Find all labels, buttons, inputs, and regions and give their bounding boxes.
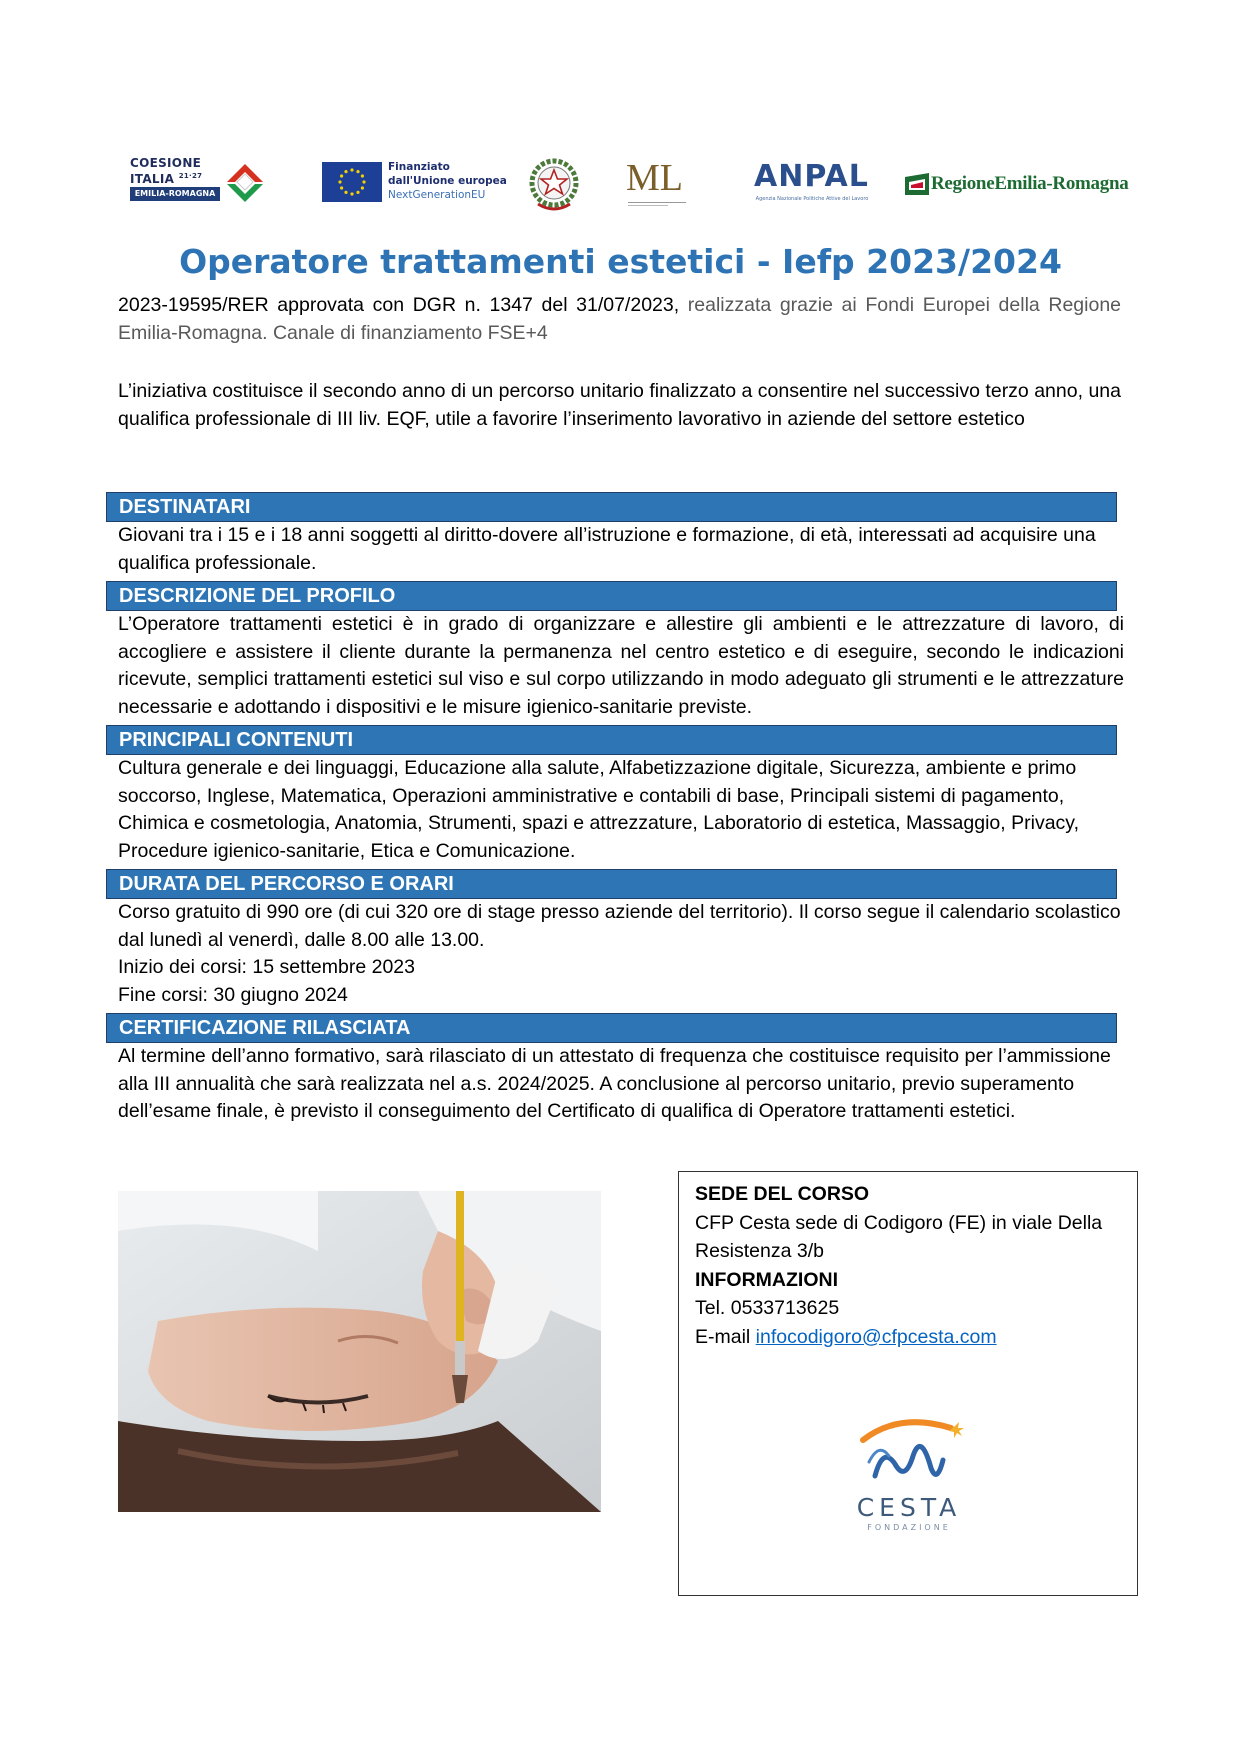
page-title: Operatore trattamenti estetici - Iefp 2023/2024 xyxy=(179,242,1062,281)
sede-address: CFP Cesta sede di Codigoro (FE) in viale Della Resistenza 3/b xyxy=(695,1211,1103,1262)
cesta-wordmark: CESTA xyxy=(856,1493,962,1522)
ml-emblem-line xyxy=(628,200,686,210)
email-label: E-mail xyxy=(695,1325,756,1348)
eu-flag-icon xyxy=(322,162,382,202)
course-info-text xyxy=(695,1180,1125,1351)
section-body-durata xyxy=(118,899,1124,1009)
rer-wordmark: RegioneEmilia-Romagna xyxy=(931,173,1129,194)
coesione-arrow-icon xyxy=(223,160,265,204)
section-heading-profilo: DESCRIZIONE DEL PROFILO xyxy=(106,581,1117,611)
eu-logo-text: Finanziato dall'Unione europea NextGenerationEU xyxy=(388,161,507,201)
cesta-swirl-icon xyxy=(839,1412,979,1492)
email-link[interactable]: infocodigoro@cfpcesta.com xyxy=(755,1325,997,1348)
section-body-destinatari: Giovani tra i 15 e i 18 anni soggetti al diritto-dovere all’istruzione e formazione, di età, interessati ad acquisire una qualifica professionale. xyxy=(118,524,1096,574)
ml-letters: ML xyxy=(626,157,683,199)
anpal-subtitle: Agenzia Nazionale Politiche Attive del Lavoro xyxy=(755,196,869,202)
durata-end-date: Fine corsi: 30 giugno 2024 xyxy=(118,983,348,1006)
anpal-wordmark: ANPAL xyxy=(754,159,869,194)
section-heading-durata: DURATA DEL PERCORSO E ORARI xyxy=(106,869,1117,899)
rer-mark-icon xyxy=(905,173,929,195)
section-heading-destinatari: DESTINATARI xyxy=(106,492,1117,522)
regione-emilia-romagna-logo xyxy=(905,171,1129,201)
section-body-profilo: L’Operatore trattamenti estetici è in grado di organizzare e allestire gli ambienti e le attrezzature di lavoro, di accogliere e assistere il cliente durante la permanenza nel centro estetico e di eseguire, secondo le indicazioni ricevute, semplici trattamenti estetici sul viso e sul corpo utilizzando in modo adeguato gli strumenti e le attrezzature necessarie e adottando i dispositivi e le misure igienico-sanitarie previste. xyxy=(118,613,1124,718)
section-body-contenuti: Cultura generale e dei linguaggi, Educazione alla salute, Alfabetizzazione digitale, Sicurezza, ambiente e primo soccorso, Inglese, Matematica, Operazioni amministrative e contabili di base, Principali sistemi di pagamento, Chimica e cosmetologia, Anatomia, Strumenti, spazi e attrezzature, Laboratorio di estetica, Massaggio, Privacy, Procedure igienico-sanitarie, Etica e Comunicazione. xyxy=(118,757,1080,862)
approval-reference: 2023-19595/RER approvata con DGR n. 1347 del 31/07/2023, xyxy=(118,294,680,316)
approval-funding: realizzata grazie ai Fondi Europei della Regione Emilia-Romagna. Canale di finanziamento FSE+4 xyxy=(118,294,1122,344)
intro-paragraph: L’iniziativa costituisce il secondo anno di un percorso unitario finalizzato a consentire nel successivo terzo anno, una qualifica professionale di III liv. EQF, utile a favorire l’inserimento lavorativo in aziende del settore estetico xyxy=(118,380,1121,430)
coesione-italia-logo xyxy=(125,152,270,212)
cesta-subtitle: FONDAZIONE xyxy=(867,1523,951,1532)
durata-start-date: Inizio dei corsi: 15 settembre 2023 xyxy=(118,956,415,978)
course-info-box xyxy=(678,1171,1138,1596)
cesta-fondazione-logo xyxy=(839,1412,979,1532)
sede-heading: SEDE DEL CORSO xyxy=(695,1183,870,1205)
eu-nextgeneration-logo xyxy=(322,160,507,206)
contact-phone: Tel. 0533713625 xyxy=(695,1297,840,1319)
coesione-region-bar: EMILIA-ROMAGNA xyxy=(130,187,220,201)
coesione-line1: COESIONE xyxy=(130,156,202,170)
beauty-treatment-photo xyxy=(118,1191,601,1512)
section-body-certificazione: Al termine dell’anno formativo, sarà rilasciato di un attestato di frequenza che costituisce requisito per l’ammissione alla III annualità che sarà realizzata nel a.s. 2024/2025. A conclusione al percorso unitario, previo superamento dell’esame finale, è previsto il conseguimento del Certificato di qualifica di Operatore trattamenti estetici. xyxy=(118,1045,1111,1122)
ministero-lavoro-logo xyxy=(626,158,688,214)
durata-text: Corso gratuito di 990 ore (di cui 320 ore di stage presso aziende del territorio). Il corso segue il calendario scolastico dal lunedì al venerdì, dalle 8.00 alle 13.00. xyxy=(118,901,1121,951)
coesione-line2: ITALIA $^{21\cdot 27}$ xyxy=(130,172,203,186)
contact-email-line xyxy=(695,1323,1125,1352)
info-heading: INFORMAZIONI xyxy=(695,1268,838,1291)
anpal-logo xyxy=(748,160,876,208)
section-heading-certificazione: CERTIFICAZIONE RILASCIATA xyxy=(106,1013,1117,1043)
section-heading-contenuti: PRINCIPALI CONTENUTI xyxy=(106,725,1117,755)
approval-paragraph xyxy=(118,292,1121,347)
italian-republic-emblem-icon xyxy=(528,156,580,214)
